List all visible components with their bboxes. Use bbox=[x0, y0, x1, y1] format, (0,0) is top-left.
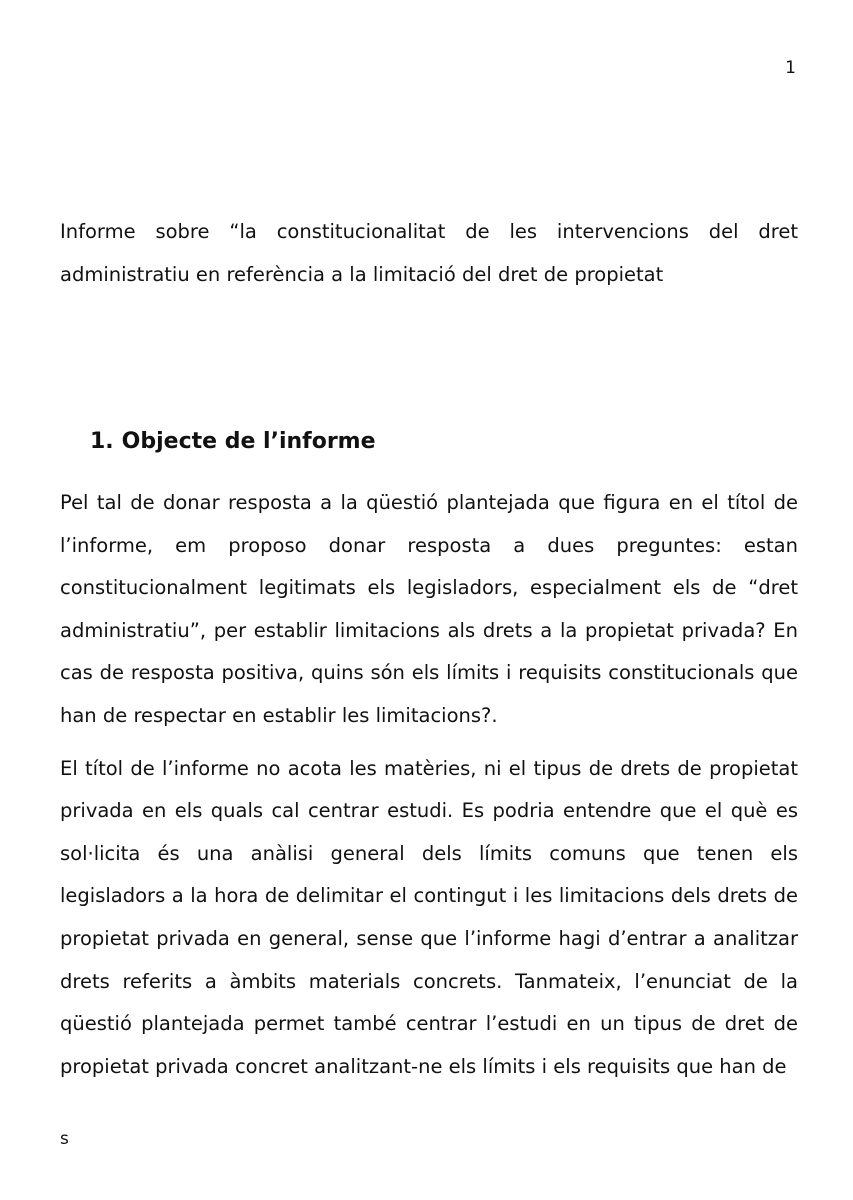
paragraph-1: Pel tal de donar resposta a la qüestió plantejada que figura en el títol de l’informe, em proposo donar resposta a dues preguntes: estan constitucionalment legitimats els legisladors, especialment els de “dret administratiu”, per establir limitacions als drets a la propietat privada? En cas de resposta positiva, quins són els límits i requisits constitucionals que han de respectar en establir les limitacions?. bbox=[60, 491, 798, 727]
section-heading bbox=[90, 427, 376, 457]
paragraph-2: El títol de l’informe no acota les matèries, ni el tipus de drets de propietat privada en els quals cal centrar estudi. Es podria entendre que el què es sol·licita és una anàlisi general dels límits comuns que tenen els legisladors a la hora de delimitar el contingut i les limitacions dels drets de propietat privada en general, sense que l’informe hagi d’entrar a analitzar drets referits a àmbits materials concrets. Tanmateix, l’enunciat de la qüestió plantejada permet també centrar l’estudi en un tipus de dret de propietat privada concret analitzant-ne els límits i els requisits que han de bbox=[60, 756, 798, 1078]
section-title: Objecte de l’informe bbox=[121, 429, 376, 454]
section-number: 1. bbox=[90, 429, 114, 454]
document-title: Informe sobre “la constitucionalitat de les intervencions del dret administratiu en referència a la limitació del dret de propietat bbox=[60, 220, 798, 286]
footer-mark: s bbox=[60, 1129, 69, 1149]
section-body bbox=[60, 482, 798, 1098]
page-number: 1 bbox=[785, 58, 796, 78]
